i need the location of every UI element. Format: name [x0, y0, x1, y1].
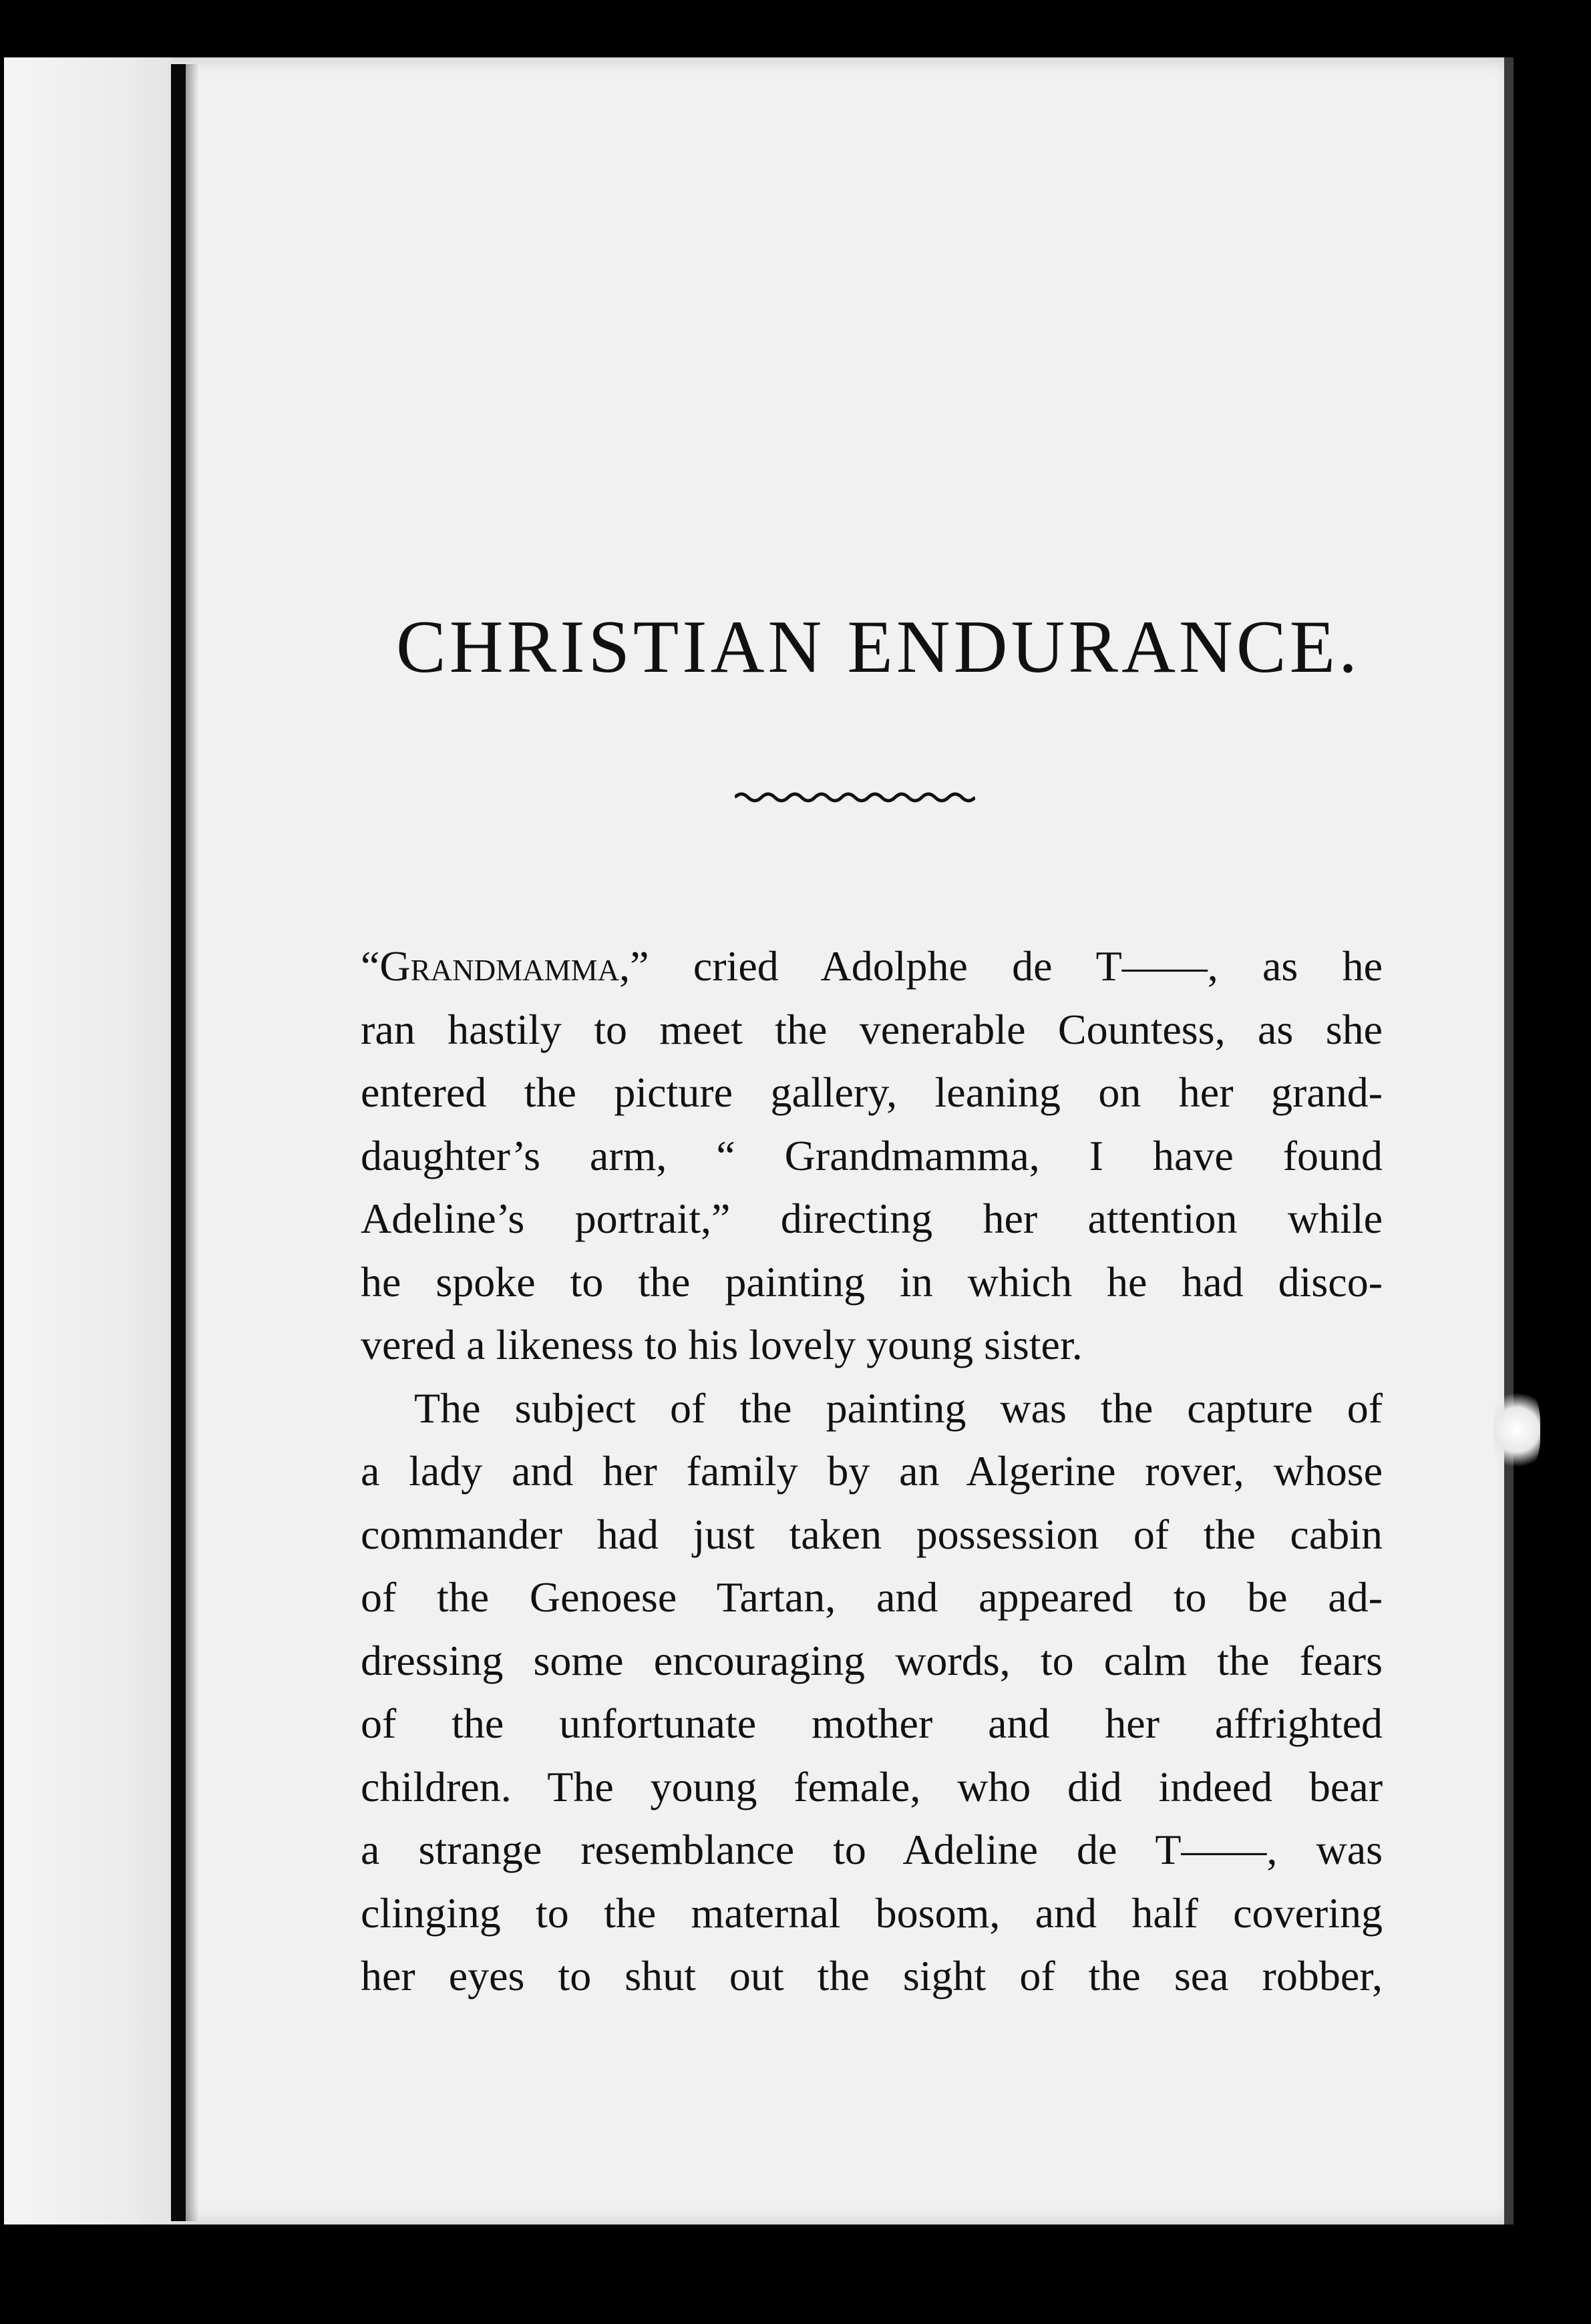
text-line: commander had just taken possession of the cabin	[361, 1510, 1383, 1558]
text-line: children. The young female, who did indeed bear	[361, 1762, 1383, 1810]
text-line: entered the picture gallery, leaning on her grand-	[361, 1069, 1383, 1116]
paragraph-1	[361, 935, 1383, 1377]
paper-stain	[1493, 1386, 1540, 1473]
left-page-margin	[4, 57, 171, 2224]
opening-word: Grandmamma,”	[379, 942, 649, 990]
text-line: a lady and her family by an Algerine rover, whose	[361, 1447, 1383, 1495]
wavy-rule-ornament	[735, 785, 975, 809]
chapter-title: CHRISTIAN ENDURANCE.	[396, 606, 1361, 689]
paragraph-2	[361, 1377, 1383, 2008]
text-line: vered a likeness to his lovely young sister.	[361, 1321, 1083, 1368]
text-line-content: cried Adolphe de T——, as he	[649, 942, 1383, 990]
text-line	[361, 935, 1383, 998]
text-line: her eyes to shut out the sight of the sea robber,	[361, 1952, 1383, 1999]
text-line: he spoke to the painting in which he had disco-	[361, 1257, 1383, 1306]
text-line: ran hastily to meet the venerable Countess, as she	[361, 1005, 1383, 1053]
text-line: of the unfortunate mother and her affrighted	[361, 1700, 1383, 1747]
text-line: dressing some encouraging words, to calm the fears	[361, 1636, 1383, 1684]
binding-gutter	[171, 64, 186, 2221]
text-line: Adeline’s portrait,” directing her attention while	[361, 1195, 1383, 1242]
text-line: clinging to the maternal bosom, and half covering	[361, 1889, 1383, 1937]
text-line: of the Genoese Tartan, and appeared to be ad-	[361, 1573, 1383, 1621]
page-edge	[1504, 57, 1514, 2224]
text-line: daughter’s arm, “ Grandmamma, I have found	[361, 1131, 1383, 1179]
body-text	[361, 935, 1383, 2008]
text-line: a strange resemblance to Adeline de T——, was	[361, 1826, 1383, 1873]
text-line: The subject of the painting was the capture of	[414, 1384, 1383, 1432]
opening-quote: “	[361, 942, 380, 990]
gutter-shadow	[186, 64, 199, 2221]
